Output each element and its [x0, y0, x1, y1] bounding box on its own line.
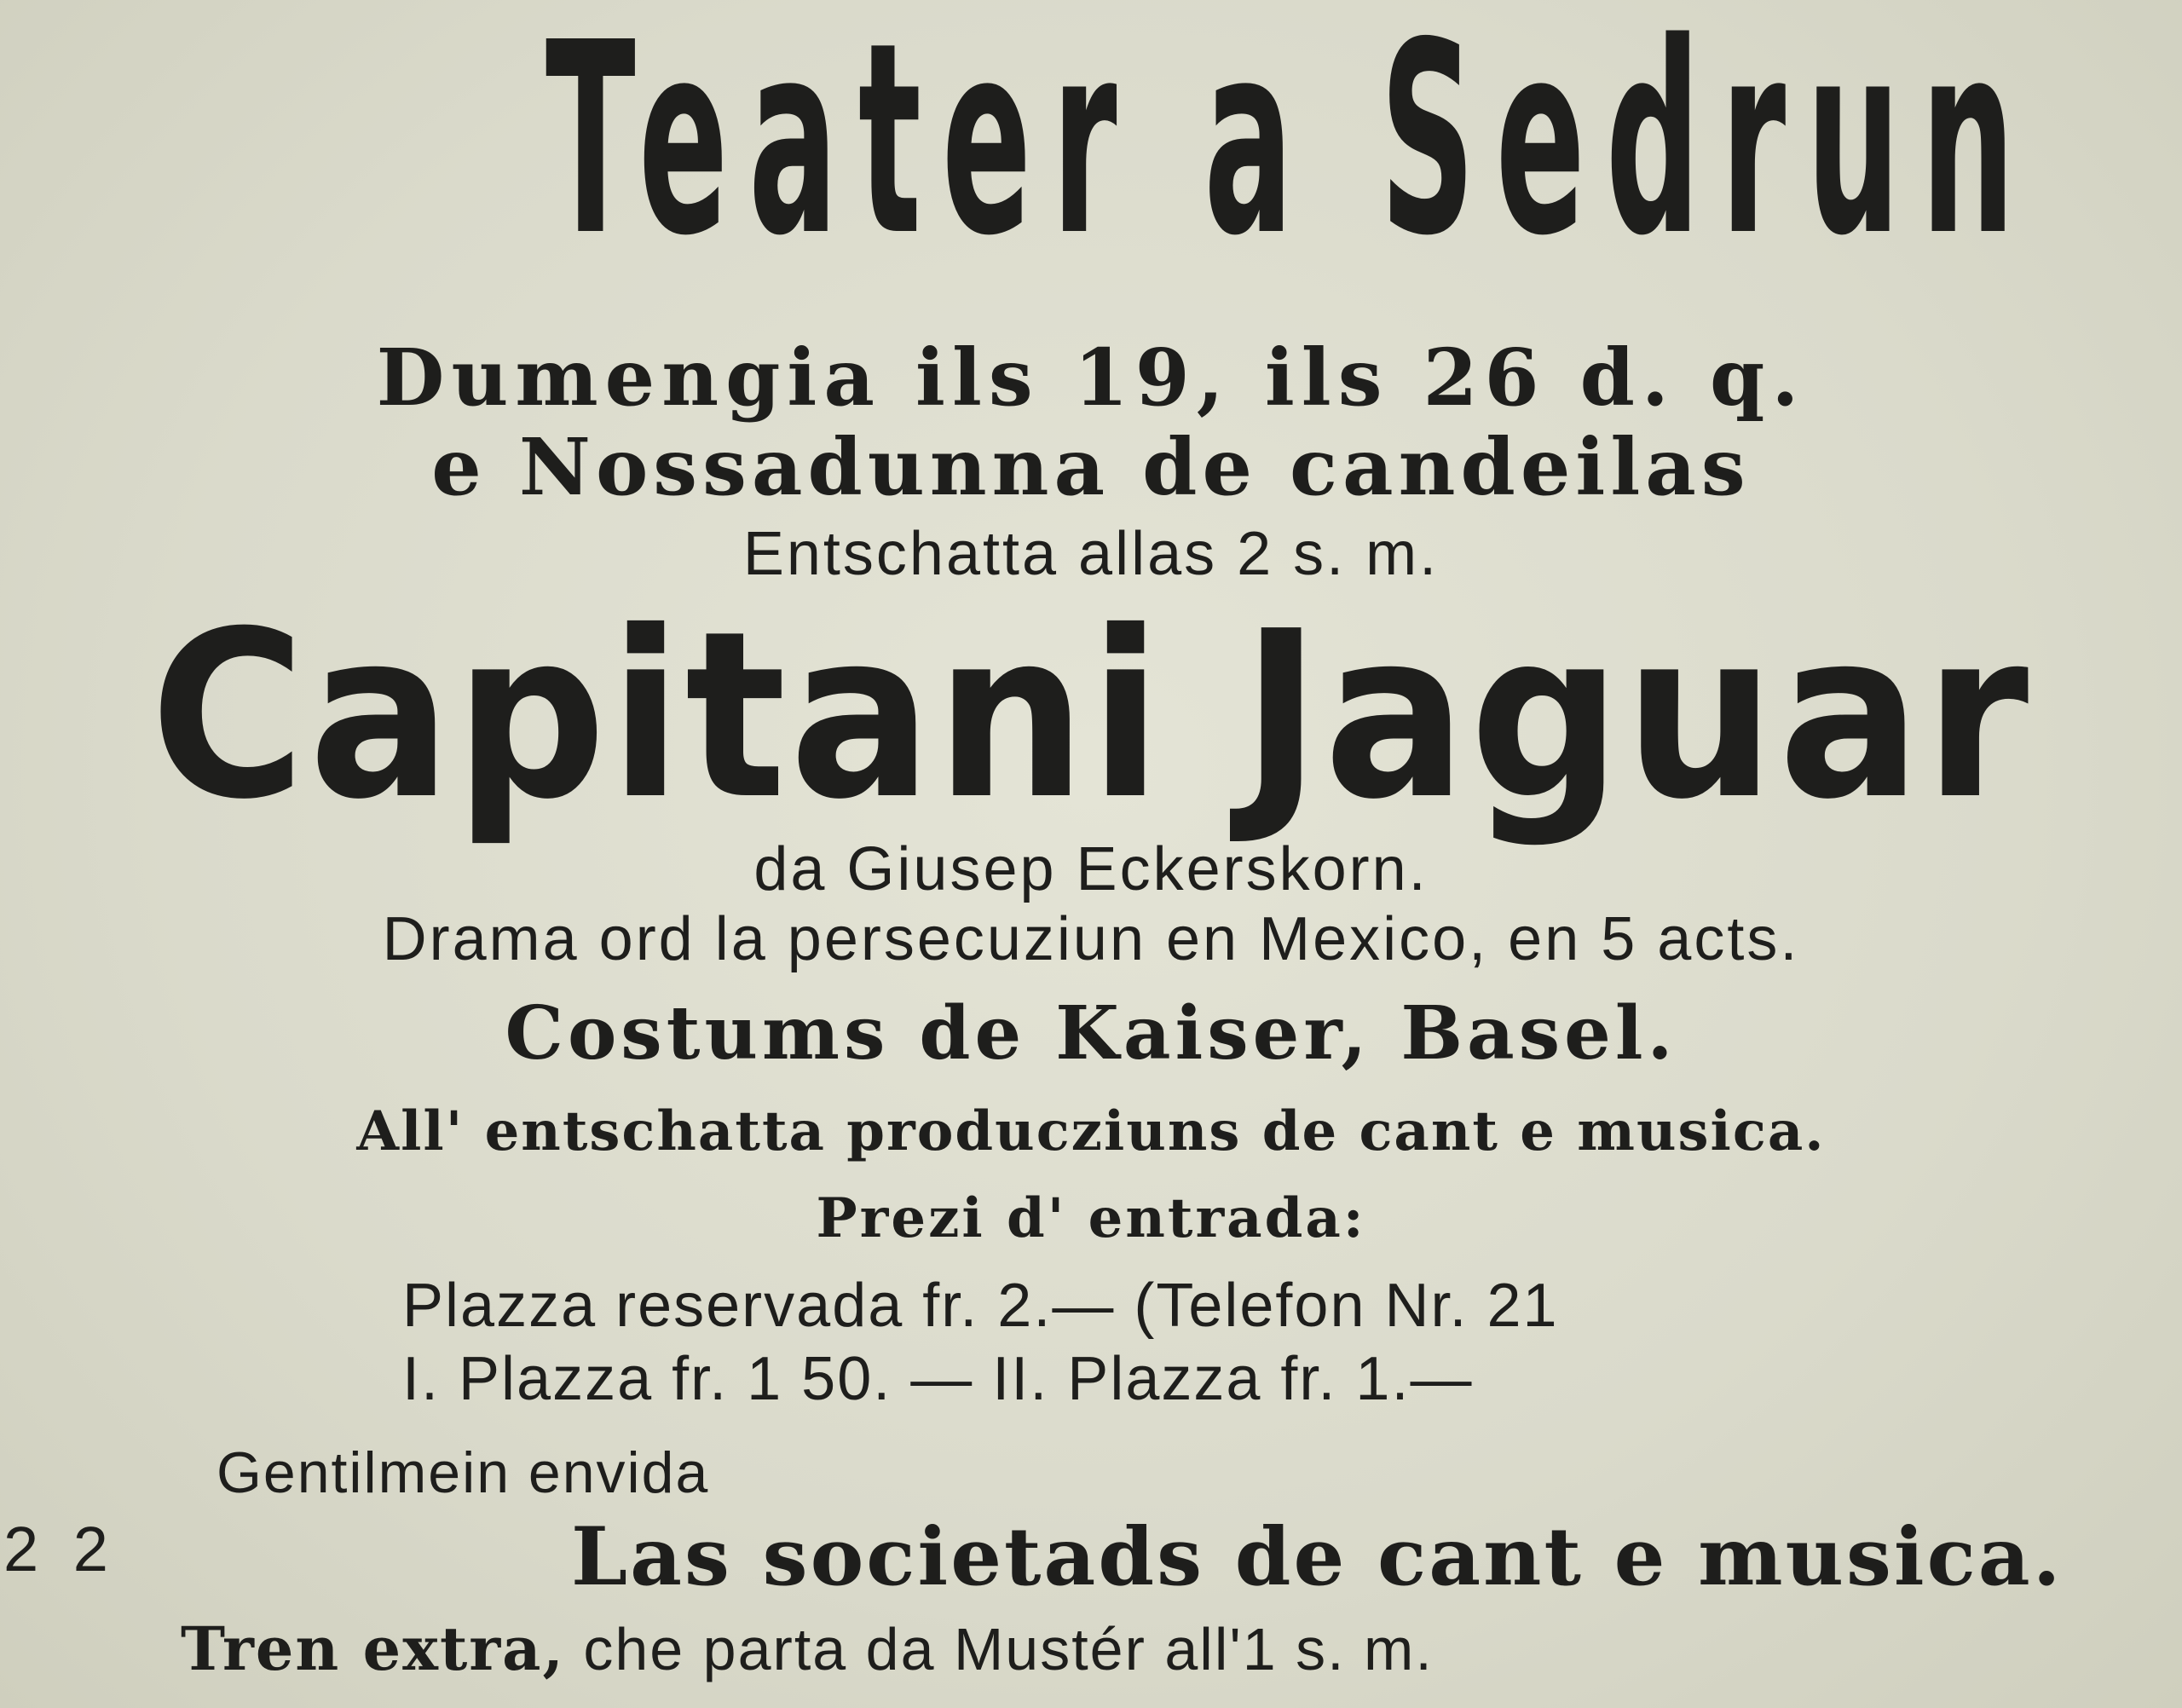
costumes-credit: Costums de Kaiser, Basel.: [505, 990, 1677, 1076]
price-line-reserved: Plazza reservada fr. 2.— (Telefon Nr. 21: [402, 1272, 1559, 1340]
date-line: Dumengia ils 19, ils 26 d. q.: [376, 332, 1806, 424]
play-genre: Drama ord la persecuziun en Mexico, en 5 acts.: [382, 905, 1800, 973]
date-line-secondary: e Nossadunna de candeilas: [431, 421, 1751, 513]
train-note-text: che parta da Mustér all'1 s. m.: [564, 1616, 1434, 1682]
prices-heading: Prezi d' entrada:: [816, 1186, 1366, 1250]
start-time: Entschatta allas 2 s. m.: [742, 520, 1440, 588]
play-author: da Giusep Eckerskorn.: [753, 835, 1429, 903]
invitation: Gentilmein envida: [216, 1440, 710, 1505]
ad-number: 2 2: [3, 1514, 117, 1584]
train-note-bold: Tren extra,: [181, 1613, 565, 1684]
ad-title: Teater a Sedrun: [546, 0, 2035, 294]
prelude-note: All' entschatta producziuns de cant e musica.: [356, 1099, 1826, 1163]
train-note: [181, 1611, 1434, 1689]
price-line-general: I. Plazza fr. 1 50. — II. Plazza fr. 1.—: [402, 1345, 1474, 1413]
societies-signature: Las societads de cant e musica.: [571, 1510, 2064, 1604]
play-title: Capitani Jaguar: [150, 581, 2032, 850]
